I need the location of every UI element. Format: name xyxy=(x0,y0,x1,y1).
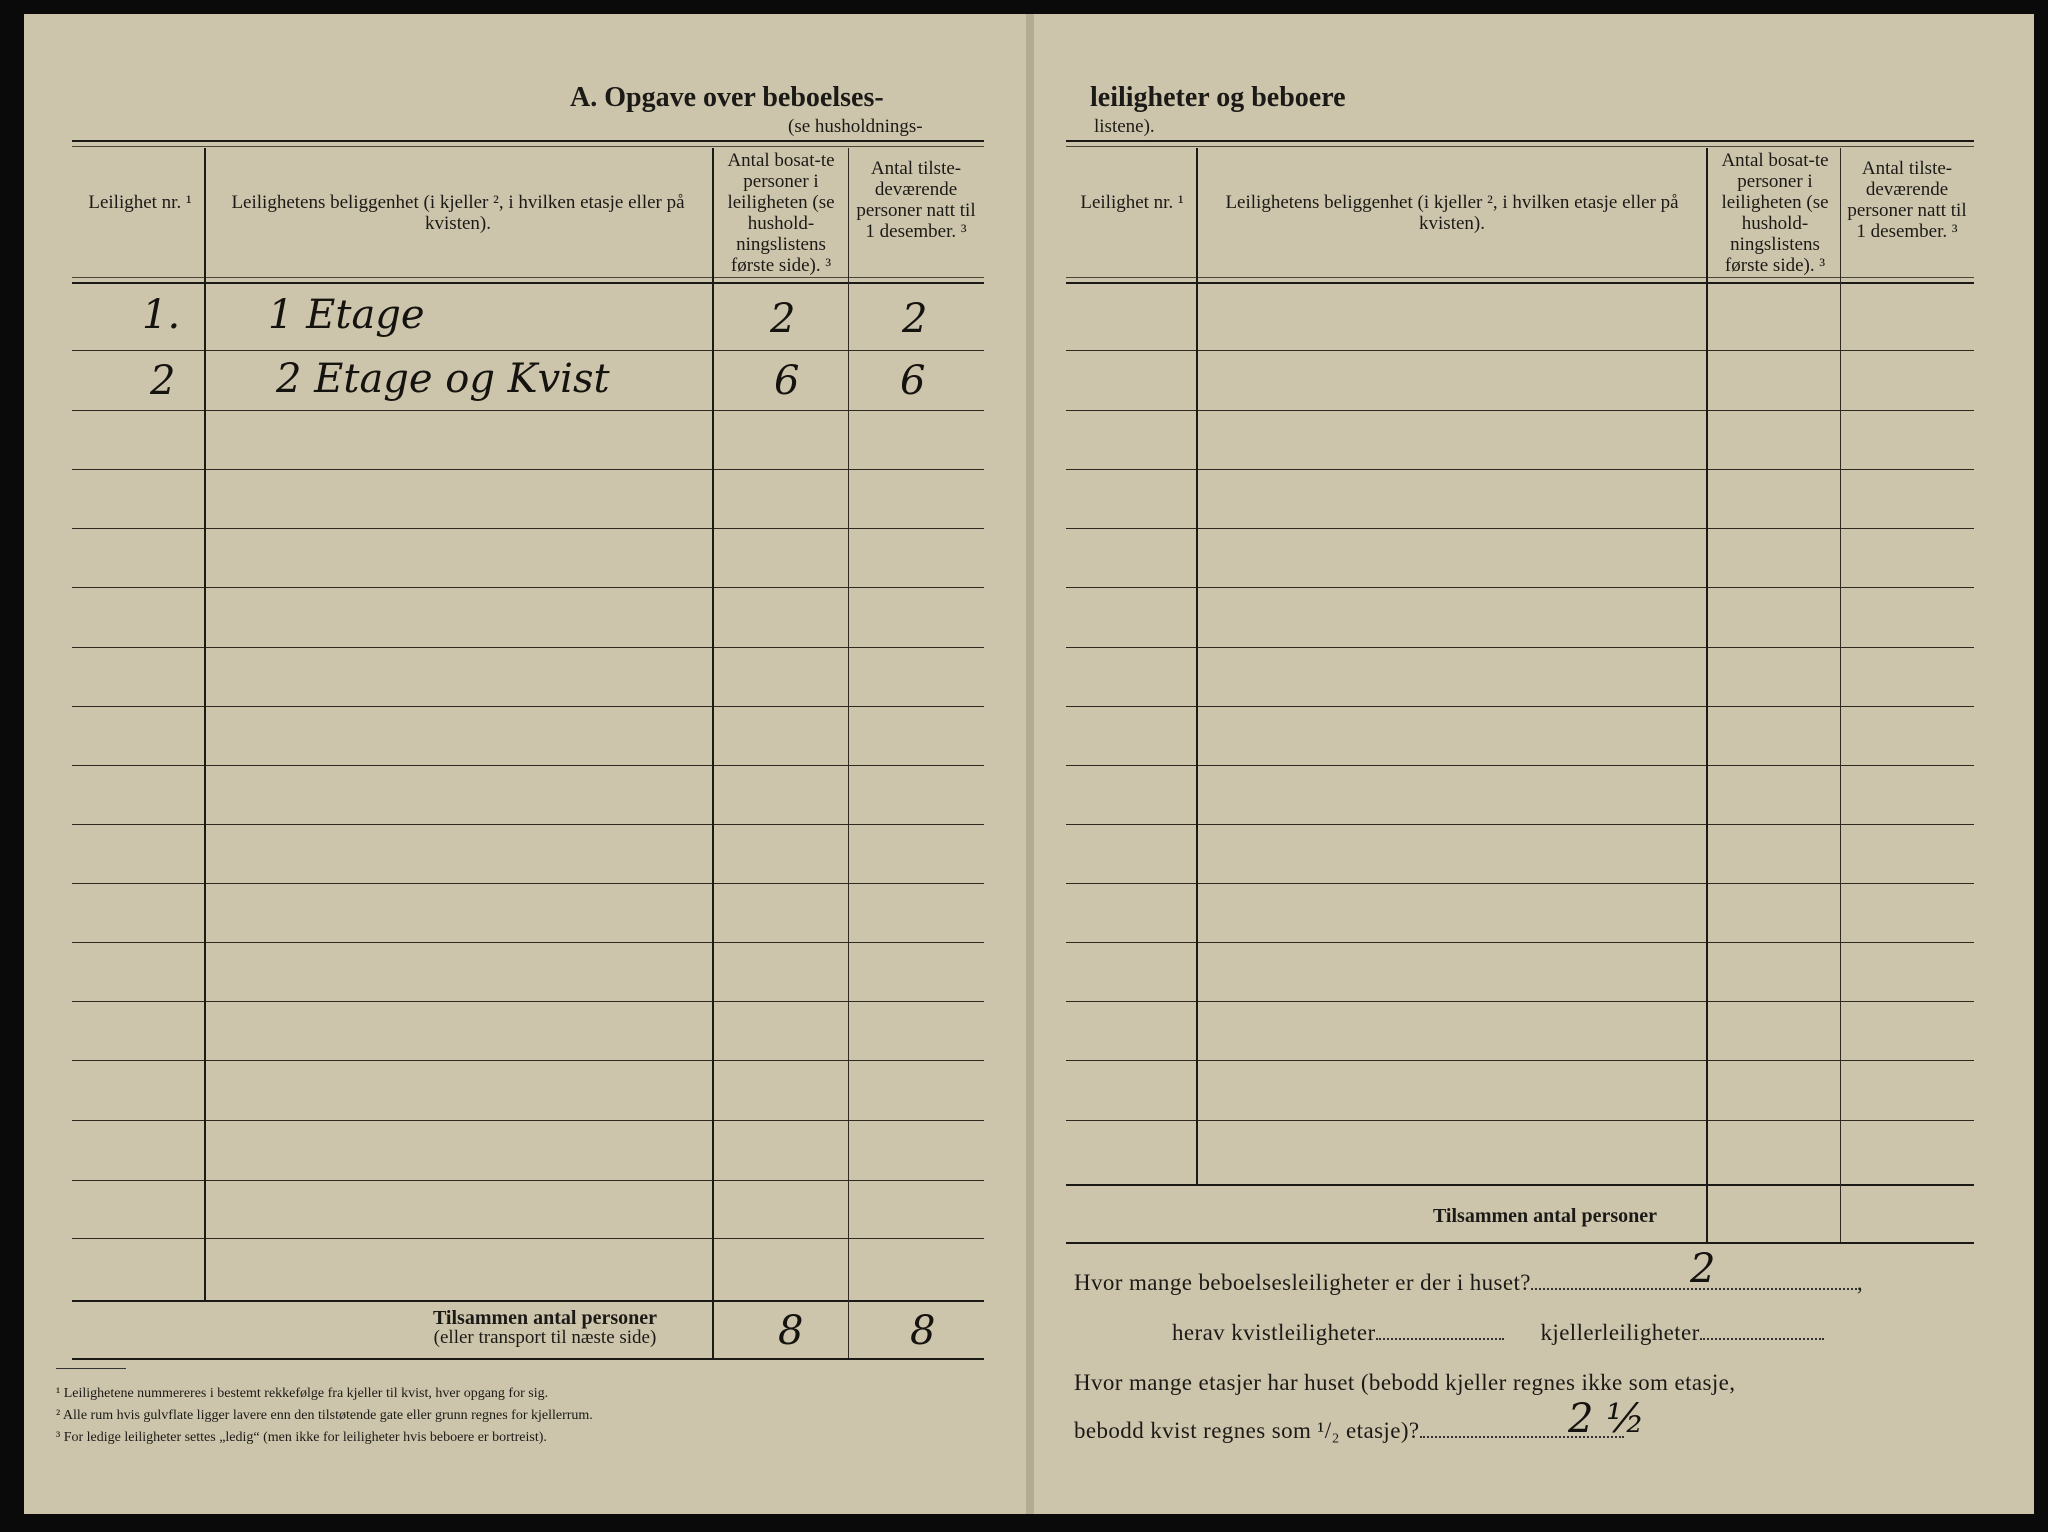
question-floors-line2 xyxy=(1074,1418,1624,1444)
left-row2-tilstede: 6 xyxy=(900,358,926,404)
left-total-sublabel: (eller transport til næste side) xyxy=(433,1327,657,1348)
left-header-nr: Leilighet nr. ¹ xyxy=(88,192,192,213)
left-row2-location: 2 Etage og Kvist xyxy=(276,356,610,402)
left-table xyxy=(72,140,984,1360)
left-subtitle: (se husholdnings- xyxy=(788,116,923,137)
left-total-bosatte: 8 xyxy=(778,1308,804,1354)
question-attic-basement xyxy=(1172,1320,1824,1346)
footnote-1: ¹ Leilighetene nummereres i bestemt rekkefølge fra kjeller til kvist, hver opgang for sig. xyxy=(56,1386,549,1401)
left-header-tilstede: Antal tilste-deværende personer natt til 1 desember. ³ xyxy=(856,158,976,242)
question-apartments: Hvor mange beboelsesleiligheter er der i huset? , xyxy=(1074,1270,1864,1295)
left-row2-bosatte: 6 xyxy=(774,358,800,404)
page-fold xyxy=(1026,14,1034,1514)
left-header-location: Leilighetens beliggenhet (i kjeller ², i hvilken etasje eller på kvisten). xyxy=(231,192,685,234)
footnote-rule xyxy=(56,1368,126,1369)
left-header-bosatte: Antal bosat-te personer i leiligheten (se hushold-ningslistens første side). ³ xyxy=(727,150,835,276)
right-header-bosatte: Antal bosat-te personer i leiligheten (se hushold-ningslistens første side). ³ xyxy=(1721,150,1829,276)
left-row1-bosatte: 2 xyxy=(770,296,796,342)
left-total-tilstede: 8 xyxy=(910,1308,936,1354)
question-attic-text: herav kvistleiligheter xyxy=(1172,1320,1376,1345)
question-floors-line1: Hvor mange etasjer har huset (bebodd kjeller regnes ikke som etasje, xyxy=(1074,1370,1736,1395)
right-title: leiligheter og beboere xyxy=(1090,82,1346,113)
right-total-label: Tilsammen antal personer xyxy=(1432,1205,1658,1227)
left-row2-nr: 2 xyxy=(150,358,176,404)
question-floors-text: bebodd kvist regnes som ¹/₂ etasje)? xyxy=(1074,1418,1420,1443)
left-row1-tilstede: 2 xyxy=(902,296,928,342)
right-table xyxy=(1066,140,1974,1245)
right-header-nr: Leilighet nr. ¹ xyxy=(1080,192,1184,213)
left-total-label xyxy=(390,1308,700,1348)
question-apartments-text: Hvor mange beboelsesleiligheter er der i huset? xyxy=(1074,1270,1531,1295)
left-total-label-text: Tilsammen antal personer xyxy=(432,1307,658,1329)
answer-apartments: 2 xyxy=(1690,1246,1716,1292)
question-basement-text: kjellerleiligheter xyxy=(1540,1320,1700,1345)
footnote-2: ² Alle rum hvis gulvflate ligger lavere enn den tilstøtende gate eller grunn regnes for kjellerrum. xyxy=(56,1408,593,1423)
left-title: A. Opgave over beboelses- xyxy=(570,82,884,113)
right-header-tilstede: Antal tilste-deværende personer natt til 1 desember. ³ xyxy=(1847,158,1967,242)
right-subtitle: listene). xyxy=(1094,116,1155,137)
answer-floors: 2 ½ xyxy=(1568,1396,1645,1442)
footnote-3: ³ For ledige leiligheter settes „ledig“ (men ikke for leiligheter hvis beboere er bortreist). xyxy=(56,1430,547,1445)
right-header-location: Leilighetens beliggenhet (i kjeller ², i hvilken etasje eller på kvisten). xyxy=(1225,192,1679,234)
left-row1-location: 1 Etage xyxy=(268,292,425,338)
left-row1-nr: 1. xyxy=(142,292,181,338)
